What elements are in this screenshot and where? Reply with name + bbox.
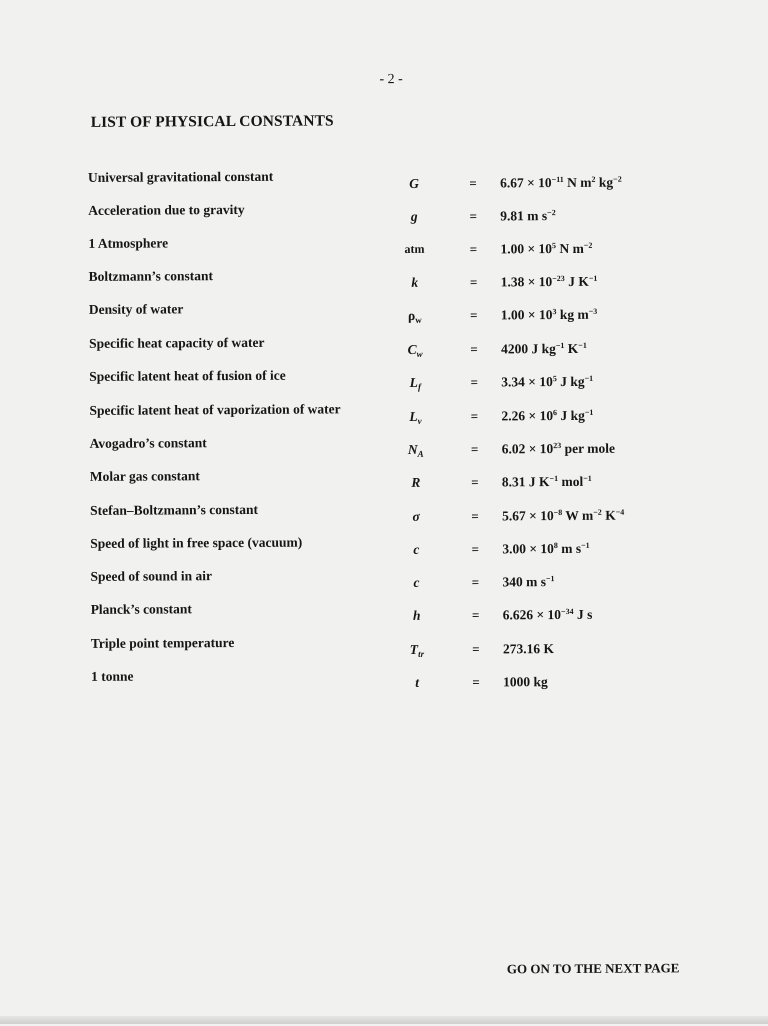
equals-sign: = xyxy=(472,674,480,690)
constant-value: 1000 kg xyxy=(503,674,548,690)
equals-sign: = xyxy=(469,175,477,191)
equals-sign: = xyxy=(471,574,480,590)
constant-value: $1.00 \times 10^3$ kg $m^{-3}$ xyxy=(500,306,598,323)
constant-name: Molar gas constant xyxy=(89,468,200,484)
equals-sign: = xyxy=(470,441,479,457)
equals-sign: = xyxy=(471,607,480,623)
equals-sign: = xyxy=(469,241,478,257)
constant-value: 4200 J $kg^{-1}$ $K^{-1}$ xyxy=(501,340,587,357)
constant-name: Universal gravitational constant xyxy=(87,168,274,185)
next-page-notice: GO ON TO THE NEXT PAGE xyxy=(506,960,680,977)
constant-name: Speed of light in free space (vacuum) xyxy=(90,534,303,551)
constant-symbol: h xyxy=(412,607,421,623)
constant-symbol: c xyxy=(413,541,420,557)
constant-symbol: $N_A$ xyxy=(407,441,424,459)
constant-name: Specific latent heat of vaporization of water xyxy=(89,401,341,418)
constant-symbol: $\rho_w$ xyxy=(407,307,422,325)
constant-row xyxy=(1,665,768,704)
equals-sign: = xyxy=(470,408,479,424)
equals-sign: = xyxy=(472,641,480,657)
constant-symbol: G xyxy=(409,175,419,191)
constant-value: 273.16 K xyxy=(502,641,554,657)
constant-symbol: k xyxy=(411,274,419,290)
equals-sign: = xyxy=(469,208,478,224)
constant-name: Density of water xyxy=(88,301,184,317)
equals-sign: = xyxy=(469,274,478,290)
constant-name: Boltzmann’s constant xyxy=(88,268,214,284)
constant-value: $3.00 \times 10^8$ m $s^{-1}$ xyxy=(502,540,590,557)
constant-row xyxy=(0,365,767,404)
constant-value: $1.38 \times 10^{-23}$ J $K^{-1}$ xyxy=(500,273,598,290)
constant-name: Specific heat capacity of water xyxy=(88,334,265,351)
equals-sign: = xyxy=(471,541,480,557)
constant-value: $5.67 \times 10^{-8}$ W $m^{-2}$ $K^{-4}$ xyxy=(502,507,625,524)
constant-name: Stefan–Boltzmann’s constant xyxy=(90,501,258,518)
constant-name: Triple point temperature xyxy=(90,635,235,651)
constant-symbol: t xyxy=(415,674,420,690)
constant-symbol: atm xyxy=(404,241,425,256)
constant-name: Speed of sound in air xyxy=(90,568,213,584)
constant-name: 1 tonne xyxy=(91,668,134,684)
constant-symbol: σ xyxy=(412,508,420,524)
equals-sign: = xyxy=(470,341,478,357)
constant-row xyxy=(0,298,767,337)
constant-symbol: R xyxy=(411,474,421,490)
constant-row xyxy=(0,465,768,504)
constant-symbol: $L_v$ xyxy=(409,408,422,426)
constant-symbol: $L_f$ xyxy=(409,374,421,392)
constant-name: Avogadro’s constant xyxy=(89,435,207,451)
constant-symbol: c xyxy=(413,574,420,590)
constant-row xyxy=(1,598,768,637)
constant-value: $3.34 \times 10^5$ J $kg^{-1}$ xyxy=(501,373,594,390)
constant-value: 9.81 m $s^{-2}$ xyxy=(500,208,556,224)
constant-value: $6.626 \times 10^{-34}$ J s xyxy=(502,606,593,623)
constant-symbol: $C_w$ xyxy=(407,341,423,359)
constant-value: $6.02 \times 10^{23}$ per mole xyxy=(501,440,616,457)
constant-symbol: $T_{tr}$ xyxy=(409,641,425,659)
constant-symbol: g xyxy=(410,208,418,224)
constant-value: $6.67 \times 10^{-11}$ N $m^2$ $kg^{-2}$ xyxy=(500,174,622,191)
equals-sign: = xyxy=(471,474,479,490)
equals-sign: = xyxy=(470,307,478,323)
constant-value: 340 m $s^{-1}$ xyxy=(502,574,555,590)
constant-value: 8.31 J $K^{-1}$ mol$^{-1}$ xyxy=(501,473,592,490)
equals-sign: = xyxy=(471,508,479,524)
page-title: LIST OF PHYSICAL CONSTANTS xyxy=(90,112,334,131)
constant-value: $1.00 \times 10^5$ N $m^{-2}$ xyxy=(500,240,593,257)
constant-name: 1 Atmosphere xyxy=(88,235,169,251)
equals-sign: = xyxy=(470,374,479,390)
paper-bottom-edge xyxy=(0,1016,768,1024)
constant-value: $2.26 \times 10^6$ J $kg^{-1}$ xyxy=(501,407,594,424)
page-number: - 2 - xyxy=(379,71,403,88)
constant-name: Specific latent heat of fusion of ice xyxy=(89,367,286,384)
constant-name: Planck’s constant xyxy=(90,601,192,617)
constant-name: Acceleration due to gravity xyxy=(88,201,245,218)
